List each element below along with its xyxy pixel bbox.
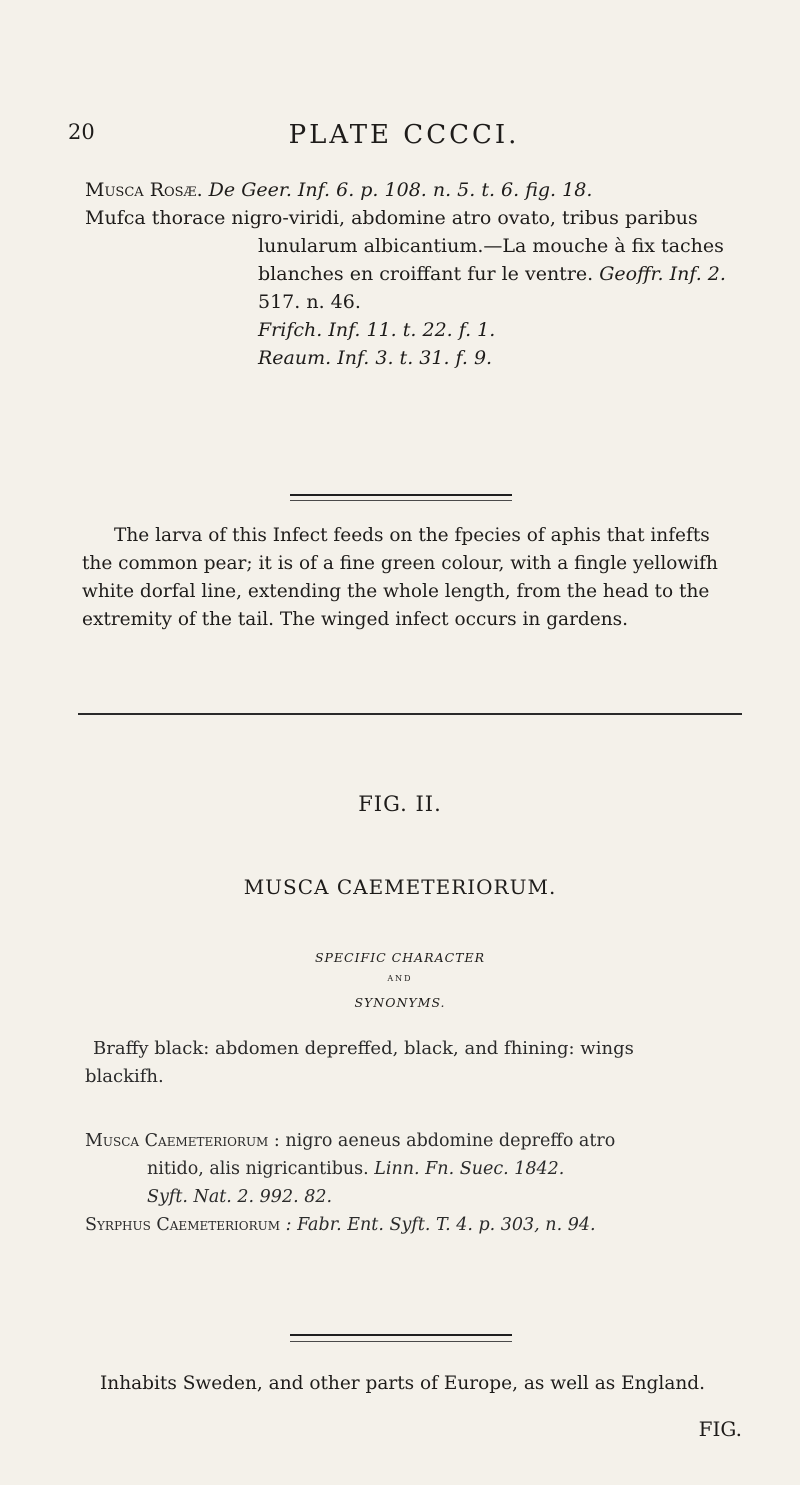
specific-character-text: [85, 1035, 742, 1091]
latin-description-line: Mufca thorace nigro-viridi, abdomine atro ovato, tribus paribus: [85, 207, 698, 229]
reference-linnaeus: Linn. Fn. Suec. 1842.: [374, 1159, 565, 1179]
synonym-fabricius: [85, 1211, 745, 1239]
synonym-description: : nigro aeneus abdomine depreffo atro: [273, 1131, 616, 1151]
description-line: blanches en croiffant fur le ventre.: [258, 263, 600, 285]
divider-thick: [290, 1334, 512, 1336]
reference-de-geer: De Geer. Inf. 6. p. 108. n. 5. t. 6. fig. 18.: [208, 179, 593, 201]
reference-geoffroy: Geoffr. Inf. 2.: [599, 263, 726, 285]
reference-reaumur: Reaum. Inf. 3. t. 31. f. 9.: [258, 347, 493, 369]
description-paragraph: [82, 522, 745, 634]
paragraph-line: white dorfal line, extending the whole length, from the head to the: [82, 581, 710, 602]
paragraph-line: the common pear; it is of a fine green colour, with a fingle yellowifh: [82, 553, 718, 574]
description-line: lunularum albicantium.—La mouche à fix taches: [258, 235, 724, 257]
reference-fabricius: : Fabr. Ent. Syft. T. 4. p. 303, n. 94.: [285, 1215, 596, 1235]
figure-label: FIG. II.: [358, 792, 442, 816]
section-divider: [78, 713, 742, 715]
synonym-description: nitido, alis nigricantibus.: [147, 1159, 375, 1179]
synonym-name: Syrphus Caemeteriorum: [85, 1215, 281, 1235]
character-line: blackifh.: [85, 1066, 164, 1087]
synonym-name: Musca Caemeteriorum: [85, 1131, 269, 1151]
plate-title: PLATE CCCCI.: [288, 120, 520, 150]
synonyms-heading: SYNONYMS.: [354, 995, 446, 1010]
divider-thin: [290, 500, 512, 501]
reference-frisch: Frifch. Inf. 11. t. 22. f. 1.: [258, 319, 496, 341]
specific-character-heading: SPECIFIC CHARACTER: [314, 950, 486, 965]
catchword: FIG.: [698, 1417, 742, 1441]
species-name: Musca Rosæ.: [85, 179, 203, 201]
species-title: MUSCA CAEMETERIORUM.: [243, 875, 557, 899]
reference-systema: Syft. Nat. 2. 992. 82.: [147, 1187, 333, 1207]
reference-continued: 517. n. 46.: [258, 291, 361, 313]
paragraph-line: extremity of the tail. The winged infect occurs in gardens.: [82, 609, 629, 630]
paragraph-line: The larva of this Infect feeds on the fpecies of aphis that infefts: [114, 525, 710, 546]
divider-thick: [290, 494, 512, 496]
character-line: Braffy black: abdomen depreffed, black, and fhining: wings: [93, 1038, 634, 1059]
page-header: [68, 120, 740, 164]
and-heading: AND: [387, 974, 413, 983]
synonym-linnaeus: [85, 1127, 745, 1211]
divider-thin: [290, 1341, 512, 1342]
species-entry-musca-rosae: [85, 176, 740, 372]
page-number: 20: [68, 120, 95, 144]
habitat-text: Inhabits Sweden, and other parts of Europe, as well as England.: [100, 1373, 705, 1394]
